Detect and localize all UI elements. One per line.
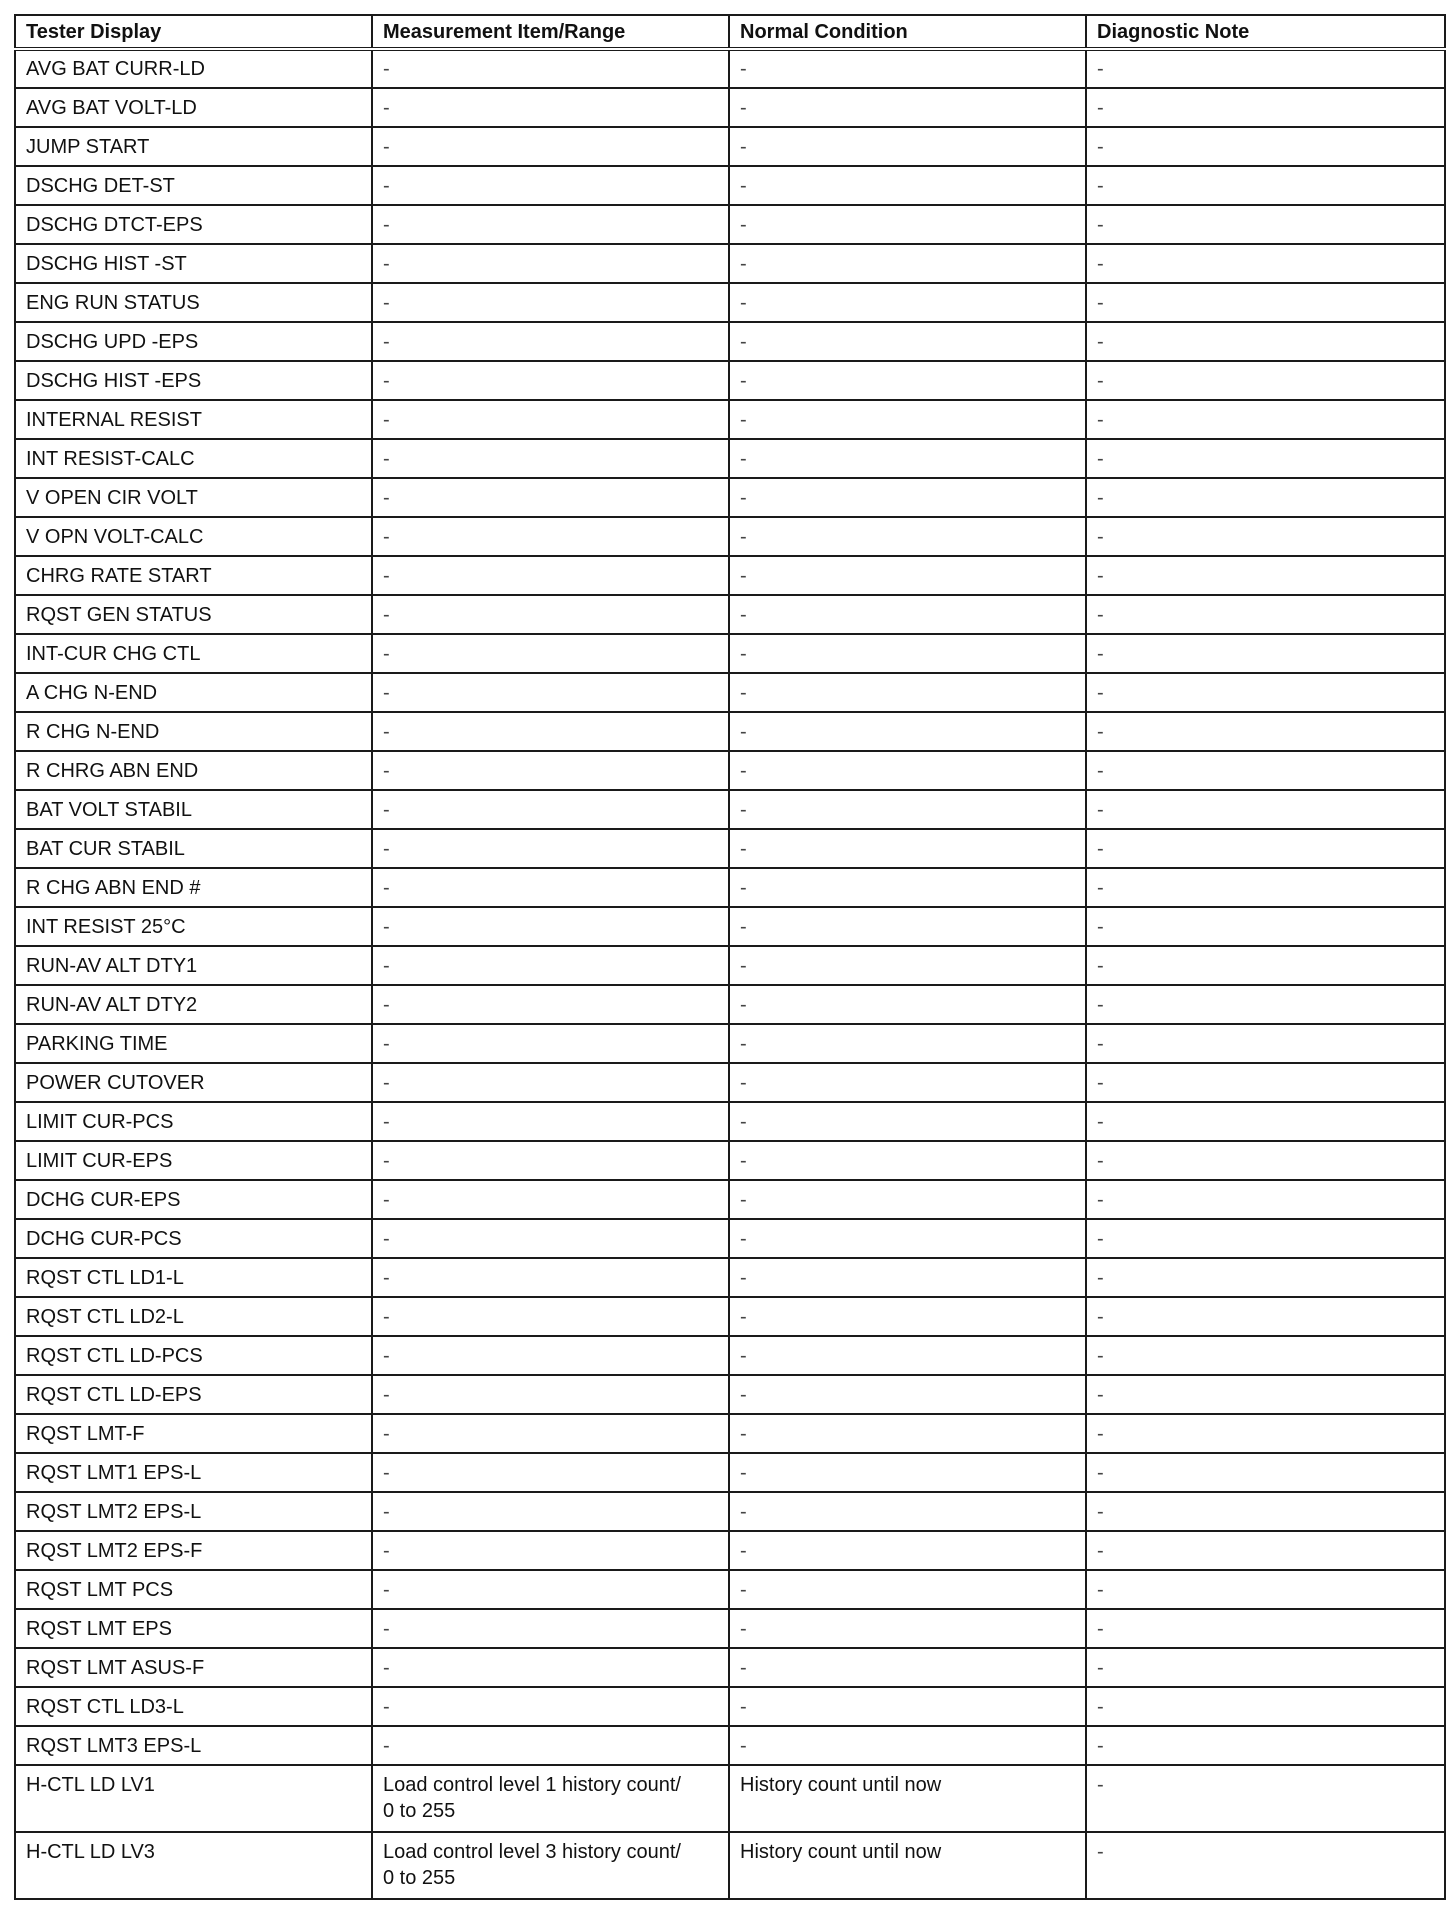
table-row [15,1063,1445,1102]
cell-measurement-item-range: - [372,283,729,322]
cell-tester-display: H-CTL LD LV1 [15,1765,372,1832]
cell-measurement-item-range: - [372,127,729,166]
cell-tester-display: DCHG CUR-PCS [15,1219,372,1258]
cell-diagnostic-note: - [1086,205,1445,244]
cell-diagnostic-note: - [1086,1648,1445,1687]
cell-tester-display: CHRG RATE START [15,556,372,595]
cell-tester-display: RQST CTL LD-PCS [15,1336,372,1375]
cell-measurement-item-range: - [372,1687,729,1726]
cell-measurement-item-range: - [372,1219,729,1258]
cell-normal-condition: - [729,946,1086,985]
cell-normal-condition: - [729,907,1086,946]
header-measurement-item-range: Measurement Item/Range [372,15,729,49]
cell-measurement-item-range: Load control level 3 history count/ 0 to 255 [372,1832,729,1899]
cell-normal-condition: - [729,1492,1086,1531]
cell-measurement-item-range: - [372,400,729,439]
cell-diagnostic-note: - [1086,1219,1445,1258]
cell-normal-condition: - [729,1531,1086,1570]
header-row [15,15,1445,49]
cell-tester-display: AVG BAT CURR-LD [15,49,372,88]
table-header [15,15,1445,49]
cell-diagnostic-note: - [1086,1414,1445,1453]
cell-measurement-item-range: - [372,244,729,283]
cell-normal-condition: - [729,283,1086,322]
cell-normal-condition: - [729,673,1086,712]
cell-normal-condition: - [729,1336,1086,1375]
cell-measurement-item-range: - [372,166,729,205]
cell-diagnostic-note: - [1086,985,1445,1024]
table-row [15,1180,1445,1219]
cell-normal-condition: - [729,829,1086,868]
cell-measurement-item-range: - [372,1141,729,1180]
cell-diagnostic-note: - [1086,595,1445,634]
cell-measurement-item-range: - [372,49,729,88]
cell-measurement-item-range: - [372,634,729,673]
cell-normal-condition: - [729,595,1086,634]
cell-normal-condition: History count until now [729,1765,1086,1832]
table-row [15,1375,1445,1414]
cell-diagnostic-note: - [1086,1141,1445,1180]
cell-diagnostic-note: - [1086,283,1445,322]
cell-normal-condition: - [729,49,1086,88]
cell-diagnostic-note: - [1086,1180,1445,1219]
cell-normal-condition: - [729,1297,1086,1336]
cell-tester-display: RQST CTL LD1-L [15,1258,372,1297]
cell-measurement-item-range: - [372,673,729,712]
cell-tester-display: DCHG CUR-EPS [15,1180,372,1219]
table-row [15,1219,1445,1258]
cell-measurement-item-range: - [372,439,729,478]
cell-measurement-item-range: - [372,1492,729,1531]
cell-normal-condition: - [729,1648,1086,1687]
table-row [15,88,1445,127]
table-row [15,556,1445,595]
table-row [15,1336,1445,1375]
cell-measurement-item-range: - [372,1570,729,1609]
table-row [15,1297,1445,1336]
cell-measurement-item-range: - [372,712,729,751]
cell-tester-display: V OPEN CIR VOLT [15,478,372,517]
cell-normal-condition: - [729,1726,1086,1765]
cell-diagnostic-note: - [1086,1609,1445,1648]
cell-tester-display: DSCHG HIST -ST [15,244,372,283]
cell-measurement-item-range: - [372,1102,729,1141]
cell-normal-condition: - [729,556,1086,595]
cell-measurement-item-range: - [372,907,729,946]
cell-diagnostic-note: - [1086,556,1445,595]
cell-diagnostic-note: - [1086,1687,1445,1726]
cell-diagnostic-note: - [1086,400,1445,439]
cell-measurement-item-range: - [372,1726,729,1765]
cell-tester-display: DSCHG UPD -EPS [15,322,372,361]
cell-normal-condition: - [729,361,1086,400]
cell-diagnostic-note: - [1086,1531,1445,1570]
cell-diagnostic-note: - [1086,1375,1445,1414]
cell-diagnostic-note: - [1086,1570,1445,1609]
cell-measurement-item-range: - [372,985,729,1024]
cell-tester-display: RQST LMT2 EPS-L [15,1492,372,1531]
cell-normal-condition: - [729,322,1086,361]
cell-normal-condition: - [729,400,1086,439]
cell-measurement-item-range: - [372,1375,729,1414]
cell-normal-condition: - [729,166,1086,205]
table-row [15,1765,1445,1832]
cell-diagnostic-note: - [1086,1765,1445,1832]
cell-measurement-item-range: - [372,205,729,244]
cell-diagnostic-note: - [1086,1258,1445,1297]
cell-measurement-item-range: - [372,1180,729,1219]
cell-diagnostic-note: - [1086,517,1445,556]
cell-tester-display: BAT VOLT STABIL [15,790,372,829]
cell-diagnostic-note: - [1086,1024,1445,1063]
cell-measurement-item-range: - [372,1024,729,1063]
cell-diagnostic-note: - [1086,829,1445,868]
table-row [15,1102,1445,1141]
table-row [15,400,1445,439]
cell-tester-display: DSCHG HIST -EPS [15,361,372,400]
cell-tester-display: A CHG N-END [15,673,372,712]
cell-diagnostic-note: - [1086,1492,1445,1531]
cell-measurement-item-range: - [372,88,729,127]
cell-measurement-item-range: - [372,946,729,985]
table-row [15,166,1445,205]
cell-tester-display: ENG RUN STATUS [15,283,372,322]
cell-tester-display: RQST LMT1 EPS-L [15,1453,372,1492]
cell-normal-condition: - [729,1375,1086,1414]
table-row [15,1609,1445,1648]
cell-tester-display: PARKING TIME [15,1024,372,1063]
table-row [15,1570,1445,1609]
table-row [15,1453,1445,1492]
cell-tester-display: R CHG N-END [15,712,372,751]
table-row [15,1648,1445,1687]
cell-diagnostic-note: - [1086,478,1445,517]
table-row [15,1414,1445,1453]
cell-diagnostic-note: - [1086,1102,1445,1141]
cell-normal-condition: - [729,205,1086,244]
cell-measurement-item-range: Load control level 1 history count/ 0 to 255 [372,1765,729,1832]
cell-measurement-item-range: - [372,556,729,595]
cell-measurement-item-range: - [372,1648,729,1687]
table-row [15,1258,1445,1297]
cell-diagnostic-note: - [1086,244,1445,283]
cell-diagnostic-note: - [1086,49,1445,88]
cell-normal-condition: - [729,1219,1086,1258]
table-row [15,595,1445,634]
cell-tester-display: JUMP START [15,127,372,166]
cell-diagnostic-note: - [1086,88,1445,127]
cell-measurement-item-range: - [372,1609,729,1648]
cell-tester-display: RQST CTL LD2-L [15,1297,372,1336]
cell-diagnostic-note: - [1086,166,1445,205]
cell-diagnostic-note: - [1086,322,1445,361]
cell-normal-condition: - [729,1024,1086,1063]
table-row [15,49,1445,88]
table-row [15,751,1445,790]
table-row [15,283,1445,322]
cell-tester-display: DSCHG DET-ST [15,166,372,205]
cell-diagnostic-note: - [1086,634,1445,673]
cell-diagnostic-note: - [1086,1832,1445,1899]
cell-diagnostic-note: - [1086,127,1445,166]
cell-normal-condition: - [729,790,1086,829]
cell-measurement-item-range: - [372,1297,729,1336]
cell-tester-display: RQST LMT EPS [15,1609,372,1648]
cell-measurement-item-range: - [372,322,729,361]
cell-normal-condition: - [729,439,1086,478]
cell-diagnostic-note: - [1086,751,1445,790]
cell-normal-condition: - [729,1102,1086,1141]
cell-measurement-item-range: - [372,1531,729,1570]
cell-normal-condition: - [729,1609,1086,1648]
table-body [15,49,1445,1899]
cell-normal-condition: - [729,517,1086,556]
cell-tester-display: AVG BAT VOLT-LD [15,88,372,127]
cell-diagnostic-note: - [1086,790,1445,829]
cell-tester-display: POWER CUTOVER [15,1063,372,1102]
cell-tester-display: RQST LMT3 EPS-L [15,1726,372,1765]
cell-tester-display: RQST GEN STATUS [15,595,372,634]
table-row [15,907,1445,946]
cell-normal-condition: History count until now [729,1832,1086,1899]
cell-tester-display: INT RESIST 25°C [15,907,372,946]
table-row [15,829,1445,868]
cell-tester-display: RQST LMT ASUS-F [15,1648,372,1687]
cell-normal-condition: - [729,1180,1086,1219]
cell-measurement-item-range: - [372,790,729,829]
cell-normal-condition: - [729,1453,1086,1492]
cell-normal-condition: - [729,244,1086,283]
table-row [15,946,1445,985]
cell-diagnostic-note: - [1086,361,1445,400]
cell-tester-display: RQST LMT-F [15,1414,372,1453]
table-row [15,790,1445,829]
cell-measurement-item-range: - [372,1453,729,1492]
cell-tester-display: H-CTL LD LV3 [15,1832,372,1899]
cell-tester-display: RQST LMT PCS [15,1570,372,1609]
cell-diagnostic-note: - [1086,868,1445,907]
cell-tester-display: R CHG ABN END # [15,868,372,907]
cell-measurement-item-range: - [372,1063,729,1102]
table-row [15,1531,1445,1570]
cell-diagnostic-note: - [1086,907,1445,946]
cell-tester-display: INT RESIST-CALC [15,439,372,478]
cell-tester-display: V OPN VOLT-CALC [15,517,372,556]
cell-normal-condition: - [729,712,1086,751]
cell-diagnostic-note: - [1086,946,1445,985]
table-row [15,361,1445,400]
header-tester-display: Tester Display [15,15,372,49]
cell-measurement-item-range: - [372,868,729,907]
cell-tester-display: LIMIT CUR-PCS [15,1102,372,1141]
cell-tester-display: RQST LMT2 EPS-F [15,1531,372,1570]
table-row [15,1726,1445,1765]
cell-normal-condition: - [729,88,1086,127]
cell-tester-display: INTERNAL RESIST [15,400,372,439]
cell-diagnostic-note: - [1086,1297,1445,1336]
cell-diagnostic-note: - [1086,1453,1445,1492]
cell-diagnostic-note: - [1086,712,1445,751]
table-row [15,712,1445,751]
cell-diagnostic-note: - [1086,439,1445,478]
header-diagnostic-note: Diagnostic Note [1086,15,1445,49]
tester-display-table [14,14,1446,1900]
cell-tester-display: RUN-AV ALT DTY1 [15,946,372,985]
table-row [15,322,1445,361]
cell-measurement-item-range: - [372,829,729,868]
table-row [15,517,1445,556]
cell-normal-condition: - [729,1570,1086,1609]
cell-normal-condition: - [729,634,1086,673]
header-normal-condition: Normal Condition [729,15,1086,49]
cell-diagnostic-note: - [1086,673,1445,712]
cell-normal-condition: - [729,1687,1086,1726]
cell-normal-condition: - [729,1141,1086,1180]
cell-normal-condition: - [729,985,1086,1024]
table-row [15,673,1445,712]
cell-measurement-item-range: - [372,1258,729,1297]
cell-measurement-item-range: - [372,1336,729,1375]
cell-normal-condition: - [729,1414,1086,1453]
table-row [15,1141,1445,1180]
cell-tester-display: RQST CTL LD-EPS [15,1375,372,1414]
cell-normal-condition: - [729,1258,1086,1297]
cell-normal-condition: - [729,478,1086,517]
table-row [15,127,1445,166]
cell-tester-display: RUN-AV ALT DTY2 [15,985,372,1024]
table-row [15,1832,1445,1899]
table-row [15,1687,1445,1726]
cell-measurement-item-range: - [372,595,729,634]
cell-tester-display: LIMIT CUR-EPS [15,1141,372,1180]
table-row [15,1024,1445,1063]
cell-normal-condition: - [729,751,1086,790]
cell-normal-condition: - [729,868,1086,907]
cell-measurement-item-range: - [372,751,729,790]
table-row [15,478,1445,517]
cell-measurement-item-range: - [372,478,729,517]
cell-tester-display: R CHRG ABN END [15,751,372,790]
cell-tester-display: RQST CTL LD3-L [15,1687,372,1726]
cell-measurement-item-range: - [372,1414,729,1453]
table-row [15,439,1445,478]
cell-normal-condition: - [729,1063,1086,1102]
cell-diagnostic-note: - [1086,1063,1445,1102]
cell-measurement-item-range: - [372,517,729,556]
table-row [15,205,1445,244]
cell-measurement-item-range: - [372,361,729,400]
table-row [15,244,1445,283]
cell-normal-condition: - [729,127,1086,166]
cell-diagnostic-note: - [1086,1336,1445,1375]
cell-tester-display: INT-CUR CHG CTL [15,634,372,673]
table-row [15,985,1445,1024]
table-row [15,1492,1445,1531]
cell-diagnostic-note: - [1086,1726,1445,1765]
table-row [15,634,1445,673]
cell-tester-display: BAT CUR STABIL [15,829,372,868]
table-row [15,868,1445,907]
cell-tester-display: DSCHG DTCT-EPS [15,205,372,244]
